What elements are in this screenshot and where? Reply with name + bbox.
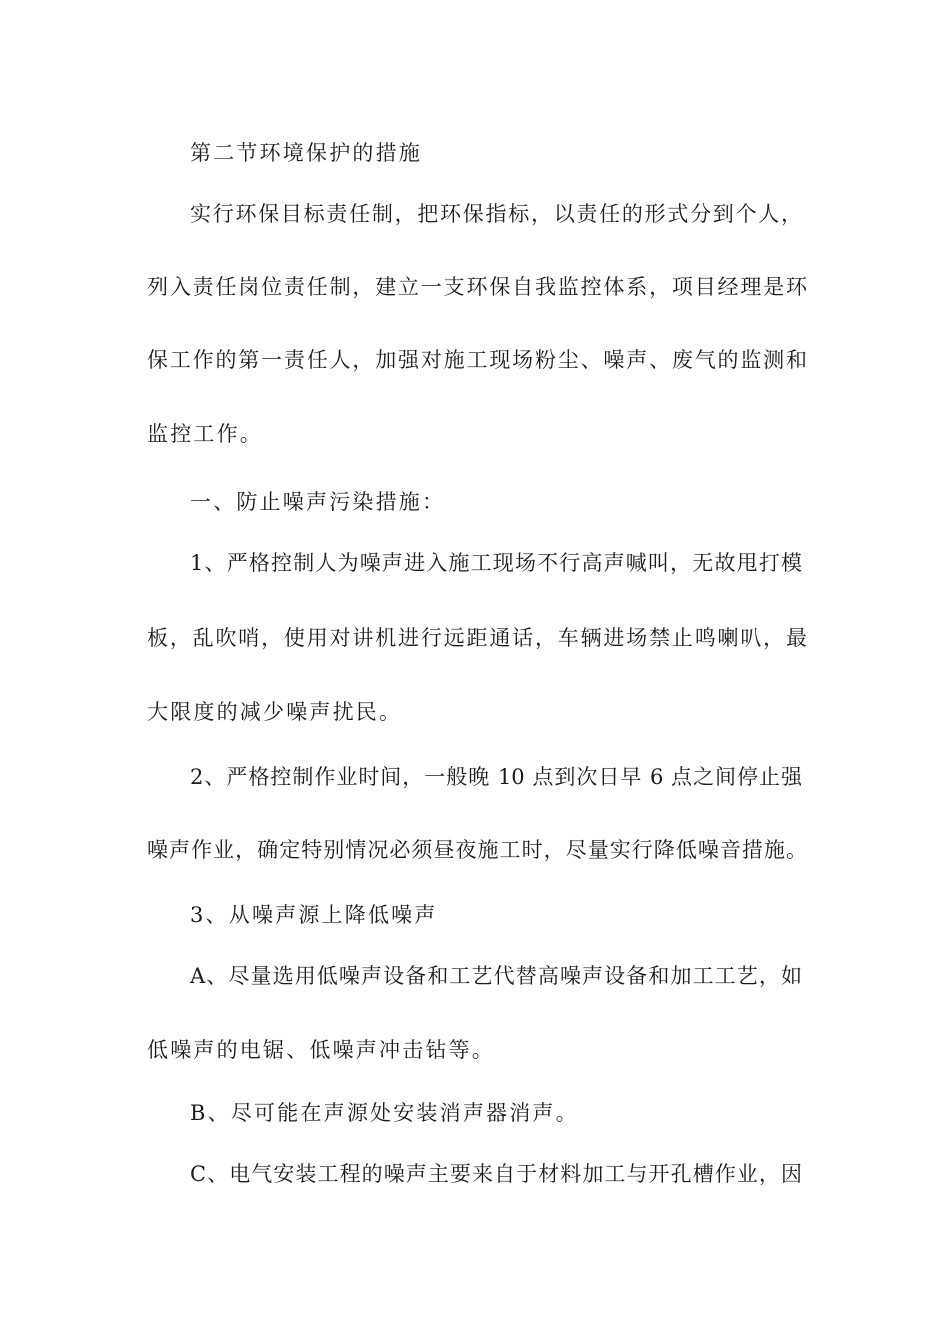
- paragraph-1-line-3: 保工作的第一责任人，加强对施工现场粉尘、噪声、废气的监测和: [147, 348, 807, 372]
- item-3-line-1: 3、从噪声源上降低噪声: [190, 903, 438, 927]
- subitem-a-line-1: A、尽量选用低噪声设备和工艺代替高噪声设备和加工工艺，如: [190, 964, 802, 988]
- item-2-line-1: 2、严格控制作业时间，一般晚 10 点到次日早 6 点之间停止强: [190, 765, 802, 789]
- paragraph-1-line-1: 实行环保目标责任制，把环保指标，以责任的形式分到个人，: [190, 202, 802, 226]
- subitem-a-line-2: 低噪声的电锯、低噪声冲击钻等。: [147, 1038, 495, 1062]
- paragraph-1-line-4: 监控工作。: [147, 422, 263, 446]
- item-1-line-3: 大限度的减少噪声扰民。: [147, 700, 403, 724]
- subitem-b-line-1: B、尽可能在声源处安装消声器消声。: [190, 1101, 579, 1125]
- subitem-c-line-1: C、电气安装工程的噪声主要来自于材料加工与开孔槽作业，因: [190, 1162, 802, 1186]
- item-2-line-2: 噪声作业，确定特别情况必须昼夜施工时，尽量实行降低噪音措施。: [147, 838, 807, 862]
- section-title: 第二节环境保护的措施: [190, 141, 422, 165]
- item-1-line-1: 1、严格控制人为噪声进入施工现场不行高声喊叫，无故甩打模: [190, 551, 802, 575]
- paragraph-1-line-2: 列入责任岗位责任制，建立一支环保自我监控体系，项目经理是环: [147, 275, 807, 299]
- item-1-line-2: 板，乱吹哨，使用对讲机进行远距通话，车辆进场禁止鸣喇叭，最: [147, 626, 807, 650]
- subheading-noise-prevention: 一、防止噪声污染措施：: [190, 490, 446, 514]
